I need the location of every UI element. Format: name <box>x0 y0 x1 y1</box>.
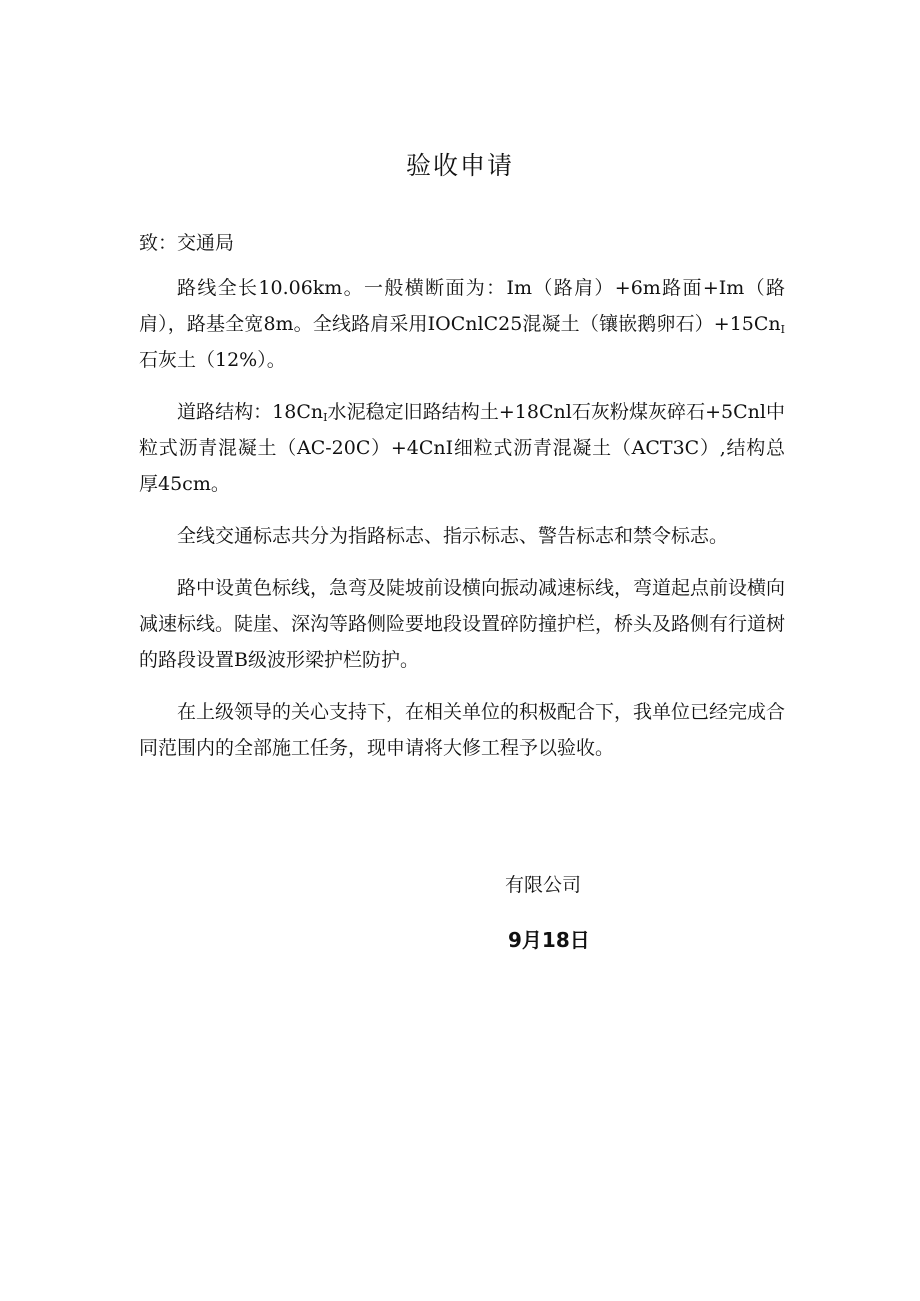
paragraph-acceptance-request: 在上级领导的关心支持下，在相关单位的积极配合下，我单位已经完成合同范围内的全部施工任务，现申请将大修工程予以验收。 <box>139 701 786 759</box>
paragraph-road-structure <box>139 394 785 502</box>
paragraph-traffic-signs: 全线交通标志共分为指路标志、指示标志、警告标志和禁令标志。 <box>177 525 729 547</box>
subscript-mark: I <box>323 411 328 424</box>
document-body <box>139 270 785 782</box>
addressee-line: 致：交通局 <box>139 232 235 254</box>
subscript-mark: I <box>780 323 785 336</box>
paragraph-road-markings: 路中设黄色标线，急弯及陡坡前设横向振动减速标线，弯道起点前设横向减速标线。陡崖、深沟等路侧险要地段设置碎防撞护栏，桥头及路侧有行道树的路段设置B级波形梁护栏防护。 <box>139 577 786 671</box>
paragraph-route-length <box>139 270 785 378</box>
paragraph-route-length-text: 路线全长10.06km。一般横断面为：Im（路肩）+6m路面+Im（路肩），路基全宽8m。全线路肩采用IOCnlC25混凝土（镶嵌鹅卵石）+15Cn <box>139 277 785 335</box>
paragraph-road-structure-text: 水泥稳定旧路结构土+18Cnl石灰粉煤灰碎石+5Cnl中粒式沥青混凝土（AC-20C）+4CnI细粒式沥青混凝土（ACT3C）,结构总厚45cm。 <box>139 401 786 495</box>
document-title: 验收申请 <box>405 151 514 180</box>
paragraph-road-structure-head: 道路结构：18Cn <box>177 401 324 423</box>
signature-date: 9月18日 <box>508 928 590 952</box>
signature-company: 有限公司 <box>505 874 582 896</box>
paragraph-route-length-tail: 石灰土（12%）。 <box>139 349 286 371</box>
